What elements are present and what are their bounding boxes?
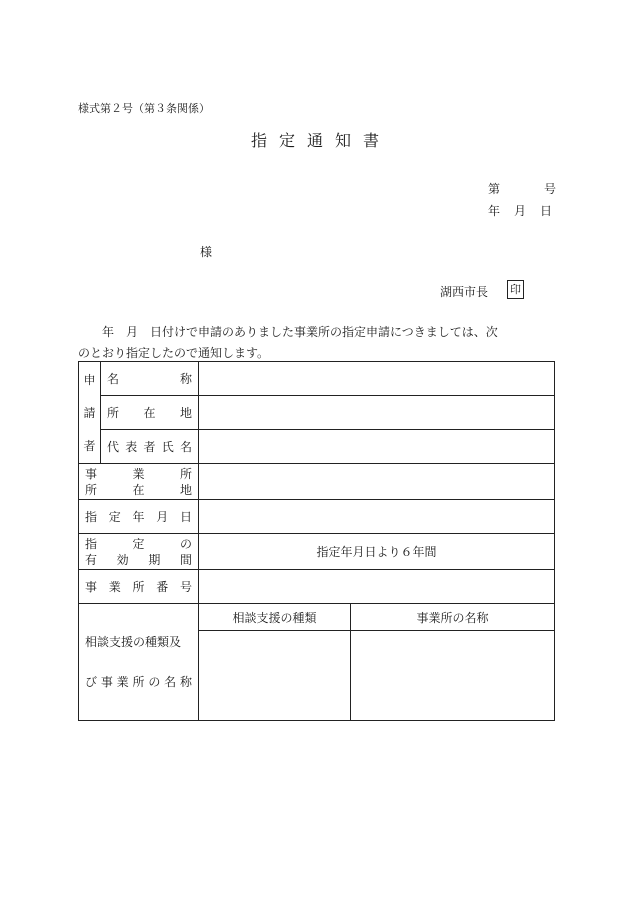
- consult-type-value: [199, 631, 351, 721]
- applicant-label: 申 請 者: [79, 362, 101, 464]
- notice-body: [78, 322, 556, 364]
- form-number: 様式第２号（第３条関係）: [78, 102, 210, 115]
- office-number-value: [199, 570, 555, 604]
- issuer-mayor: 湖西市長: [440, 285, 489, 299]
- table-row: [79, 396, 555, 430]
- table-row: [79, 430, 555, 464]
- designation-date-label: 指 定 年 月 日: [79, 500, 199, 534]
- notice-number: [488, 180, 556, 197]
- office-address-value: [199, 464, 555, 500]
- office-name-header: 事業所の名称: [351, 604, 555, 631]
- consult-support-label: 相談支援の種類及 び 事 業 所 の 名 称: [79, 604, 199, 721]
- representative-label: 代 表 者 氏 名: [101, 430, 199, 464]
- addressee-honorific: 様: [200, 245, 213, 259]
- number-suffix: 号: [544, 182, 557, 196]
- date-month: 月: [514, 204, 527, 218]
- designation-table: [78, 361, 555, 721]
- office-number-label: 事 業 所 番 号: [79, 570, 199, 604]
- name-label: 名 称: [101, 362, 199, 396]
- office-name-value: [351, 631, 555, 721]
- name-value: [199, 362, 555, 396]
- table-row: [79, 604, 555, 631]
- validity-value: 指定年月日より６年間: [199, 534, 555, 570]
- seal-box: 印: [507, 280, 524, 299]
- designation-date-value: [199, 500, 555, 534]
- date-day: 日: [540, 204, 553, 218]
- body-line-1: 年 月 日付けで申請のありました事業所の指定申請につきましては、次: [102, 325, 498, 339]
- office-address-label: 事 業 所 所 在 地: [79, 464, 199, 500]
- address-value: [199, 396, 555, 430]
- representative-value: [199, 430, 555, 464]
- table-row: [79, 362, 555, 396]
- body-line-2: のとおり指定したので通知します。: [78, 346, 270, 360]
- table-row: [79, 500, 555, 534]
- table-row: [79, 464, 555, 500]
- consult-type-header: 相談支援の種類: [199, 604, 351, 631]
- notice-date: [488, 202, 566, 219]
- number-prefix: 第: [488, 182, 501, 196]
- document-title: 指定通知書: [250, 131, 391, 150]
- date-year: 年: [488, 204, 501, 218]
- validity-label: 指 定 の 有 効 期 間: [79, 534, 199, 570]
- table-row: [79, 570, 555, 604]
- table-row: [79, 534, 555, 570]
- address-label: 所 在 地: [101, 396, 199, 430]
